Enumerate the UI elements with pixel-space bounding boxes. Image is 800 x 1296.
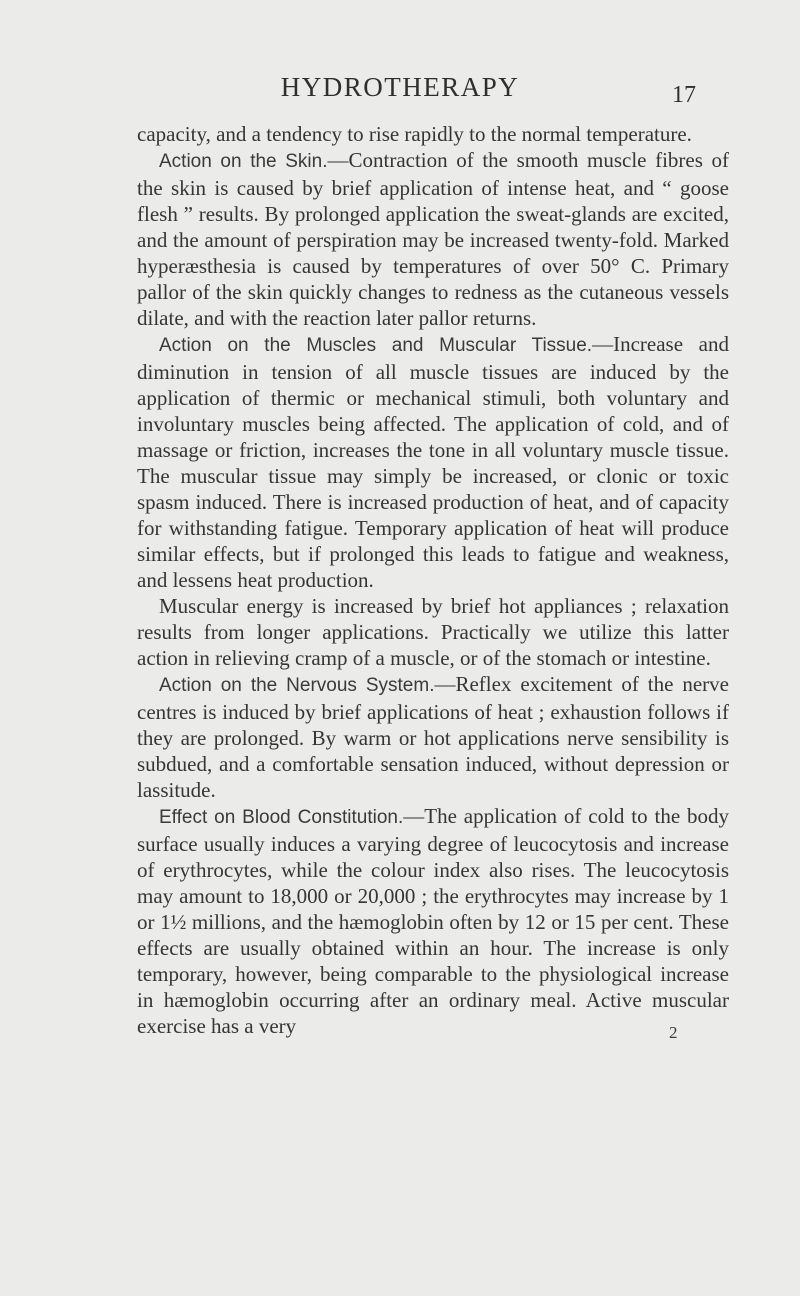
paragraph-text: —Contraction of the smooth muscle fibres of the skin is caused by brief application of intense heat, and “ goose flesh ” results. By prolonged application the sweat-glands are excited, and the amount of perspiration may be increased twenty-fold. Marked hyperæsthesia is caused by temperatures of over 50° C. Primary pallor of the skin quickly changes to redness as the cutaneous vessels dilate, and with the reaction later pallor returns. [137,148,729,330]
paragraph-blood [137,803,729,1039]
paragraph-text: —Reflex excitement of the nerve centres is induced by brief applications of heat ; exhaustion follows if they are prolonged. By warm or hot applications nerve sensibility is subdued, and a comfortable sensation induced, without depression or lassitude. [137,672,729,802]
page-number: 17 [672,82,696,108]
section-heading-muscles: Action on the Muscles and Muscular Tissue. [159,335,593,356]
section-heading-nervous-system: Action on the Nervous System. [159,675,435,696]
paragraph-text: —The application of cold to the body surface usually induces a varying degree of leucocytosis and increase of erythrocytes, while the colour index also rises. The leucocytosis may amount to 18,000 or 20,000 ; the erythrocytes may increase by 1 or 1½ millions, and the hæmoglobin often by 12 or 15 per cent. These effects are usually obtained within an hour. The increase is only temporary, however, being comparable to the physiological increase in hæmoglobin occurring after an ordinary meal. Active muscular exercise has a very [137,804,729,1038]
paragraph-muscles [137,331,729,593]
paragraph-muscular-energy [137,593,729,671]
paragraph-text: —Increase and diminution in tension of all muscle tissues are induced by the application of thermic or mechanical stimuli, both voluntary and involuntary muscles being affected. The application of cold, and of massage or friction, increases the tone in all voluntary muscle tissue. The muscular tissue may simply be increased, or clonic or toxic spasm induced. There is increased production of heat, and of capacity for withstanding fatigue. Temporary application of heat will produce similar effects, but if prolonged this leads to fatigue and weakness, and lessens heat production. [137,332,729,592]
paragraph-text: Muscular energy is increased by brief hot appliances ; relaxation results from longer applications. Practically we utilize this latter action in relieving cramp of a muscle, or of the stomach or intestine. [137,594,729,670]
page-header [0,72,800,112]
paragraph-text: capacity, and a tendency to rise rapidly to the normal temperature. [137,122,692,146]
section-heading-skin: Action on the Skin. [159,151,328,172]
running-head: HYDROTHERAPY [280,72,520,102]
paragraph-continuation [137,121,729,147]
body-text [137,121,729,1039]
paragraph-skin [137,147,729,331]
signature-mark: 2 [669,1023,678,1042]
section-heading-blood: Effect on Blood Constitution. [159,807,404,828]
paragraph-nervous-system [137,671,729,803]
